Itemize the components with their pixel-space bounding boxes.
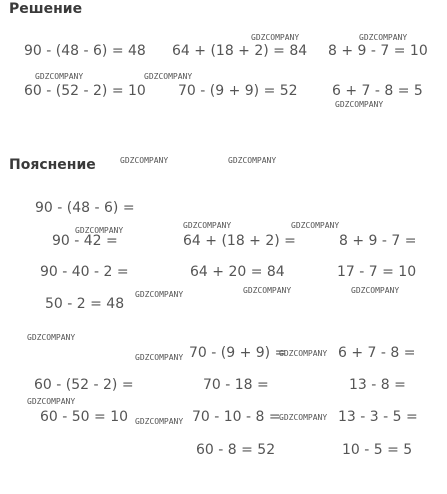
watermark: GDZCOMPANY <box>291 221 340 230</box>
solution-expression-3: 8 + 9 - 7 = 10 <box>328 43 428 59</box>
solution-expression-4: 60 - (52 - 2) = 10 <box>24 83 146 99</box>
explanation-step: 8 + 9 - 7 = <box>339 233 417 249</box>
watermark: GDZCOMPANY <box>279 349 328 358</box>
explanation-step: 60 - 8 = 52 <box>196 442 276 458</box>
explanation-step: 60 - (52 - 2) = <box>34 377 134 393</box>
explanation-step: 70 - 18 = <box>203 377 269 393</box>
explanation-step: 6 + 7 - 8 = <box>338 345 416 361</box>
explanation-step: 13 - 3 - 5 = <box>338 409 418 425</box>
explanation-step: 90 - 42 = <box>52 233 118 249</box>
watermark: GDZCOMPANY <box>251 33 300 42</box>
explanation-step: 70 - 10 - 8 = <box>192 409 281 425</box>
explanation-heading: Пояснение <box>9 157 96 173</box>
watermark: GDZCOMPANY <box>144 72 193 81</box>
watermark: GDZCOMPANY <box>135 290 184 299</box>
watermark: GDZCOMPANY <box>75 226 124 235</box>
explanation-step: 90 - (48 - 6) = <box>35 200 135 216</box>
watermark: GDZCOMPANY <box>243 286 292 295</box>
explanation-step: 50 - 2 = 48 <box>45 296 125 312</box>
explanation-step: 64 + 20 = 84 <box>190 264 285 280</box>
explanation-step: 60 - 50 = 10 <box>40 409 129 425</box>
explanation-step: 17 - 7 = 10 <box>337 264 417 280</box>
watermark: GDZCOMPANY <box>120 156 169 165</box>
watermark: GDZCOMPANY <box>35 72 84 81</box>
solution-expression-1: 90 - (48 - 6) = 48 <box>24 43 146 59</box>
watermark: GDZCOMPANY <box>359 33 408 42</box>
solution-heading: Решение <box>9 1 83 17</box>
explanation-step: 10 - 5 = 5 <box>342 442 413 458</box>
solution-expression-2: 64 + (18 + 2) = 84 <box>172 43 308 59</box>
watermark: GDZCOMPANY <box>183 221 232 230</box>
watermark: GDZCOMPANY <box>351 286 400 295</box>
watermark: GDZCOMPANY <box>27 333 76 342</box>
watermark: GDZCOMPANY <box>279 413 328 422</box>
watermark: GDZCOMPANY <box>135 417 184 426</box>
watermark: GDZCOMPANY <box>135 353 184 362</box>
explanation-step: 13 - 8 = <box>349 377 406 393</box>
explanation-step: 64 + (18 + 2) = <box>183 233 296 249</box>
explanation-step: 90 - 40 - 2 = <box>40 264 129 280</box>
watermark: GDZCOMPANY <box>228 156 277 165</box>
solution-expression-6: 6 + 7 - 8 = 5 <box>332 83 423 99</box>
watermark: GDZCOMPANY <box>335 100 384 109</box>
watermark: GDZCOMPANY <box>27 397 76 406</box>
explanation-step: 70 - (9 + 9) = <box>189 345 287 361</box>
solution-expression-5: 70 - (9 + 9) = 52 <box>178 83 298 99</box>
